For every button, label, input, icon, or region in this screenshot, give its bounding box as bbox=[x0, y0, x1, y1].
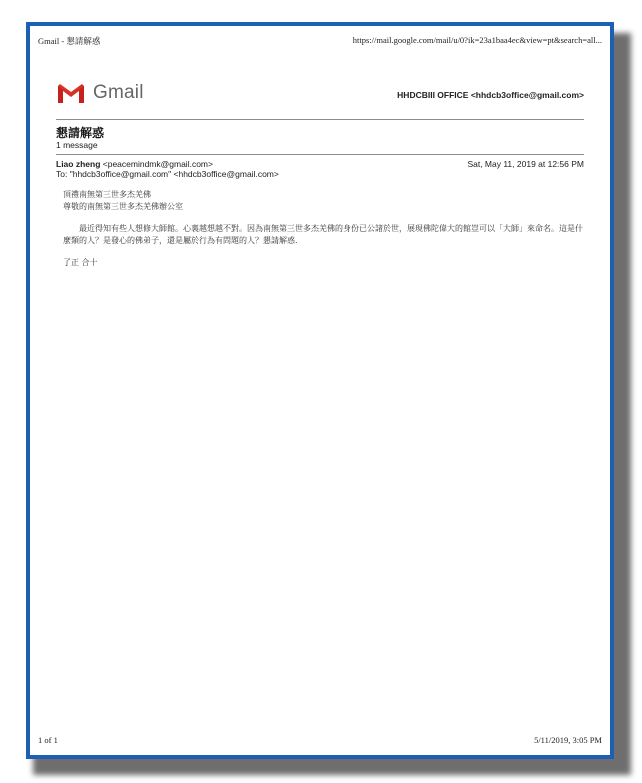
account-label: HHDCBIII OFFICE <hhdcb3office@gmail.com> bbox=[397, 90, 584, 100]
gmail-m-icon bbox=[56, 82, 86, 104]
recipient-line: To: "hhdcb3office@gmail.com" <hhdcb3office@gmail.com> bbox=[56, 169, 279, 179]
signature: 了正 合十 bbox=[63, 258, 98, 267]
print-footer-timestamp: 5/11/2019, 3:05 PM bbox=[534, 735, 602, 745]
gmail-logo bbox=[56, 82, 144, 104]
email-subject: 懇請解惑 bbox=[56, 126, 105, 140]
print-header-title: Gmail - 懇請解惑 bbox=[38, 36, 101, 46]
message-date: Sat, May 11, 2019 at 12:56 PM bbox=[467, 159, 584, 169]
printed-email-page bbox=[26, 22, 614, 759]
sender-line bbox=[56, 159, 213, 169]
header-divider bbox=[56, 119, 584, 120]
body-paragraph: 最近得知有些人想修大師館。心裏越想越不對。因為南無第三世多杰羌佛的身份已公諸於世，展現佛陀偉大的館豈可以「大師」來命名。這是什麼類的人？是發心的佛弟子，還是屬於行為有問題的人？懇請解惑. bbox=[63, 224, 583, 245]
message-body bbox=[63, 189, 583, 269]
print-header-url: https://mail.google.com/mail/u/0?ik=23a1baa4ec&view=pt&search=all... bbox=[352, 35, 602, 45]
print-footer-page: 1 of 1 bbox=[38, 735, 58, 745]
gmail-wordmark: Gmail bbox=[93, 82, 144, 103]
greeting-line-2: 尊敬的南無第三世多杰羌佛辦公室 bbox=[63, 202, 183, 211]
sender-email[interactable]: <peacemindmk@gmail.com> bbox=[102, 159, 213, 169]
subject-divider bbox=[56, 154, 584, 155]
message-count: 1 message bbox=[56, 140, 98, 150]
greeting-line-1: 頂禮南無第三世多杰羌佛 bbox=[63, 190, 151, 199]
sender-name: Liao zheng bbox=[56, 159, 101, 169]
